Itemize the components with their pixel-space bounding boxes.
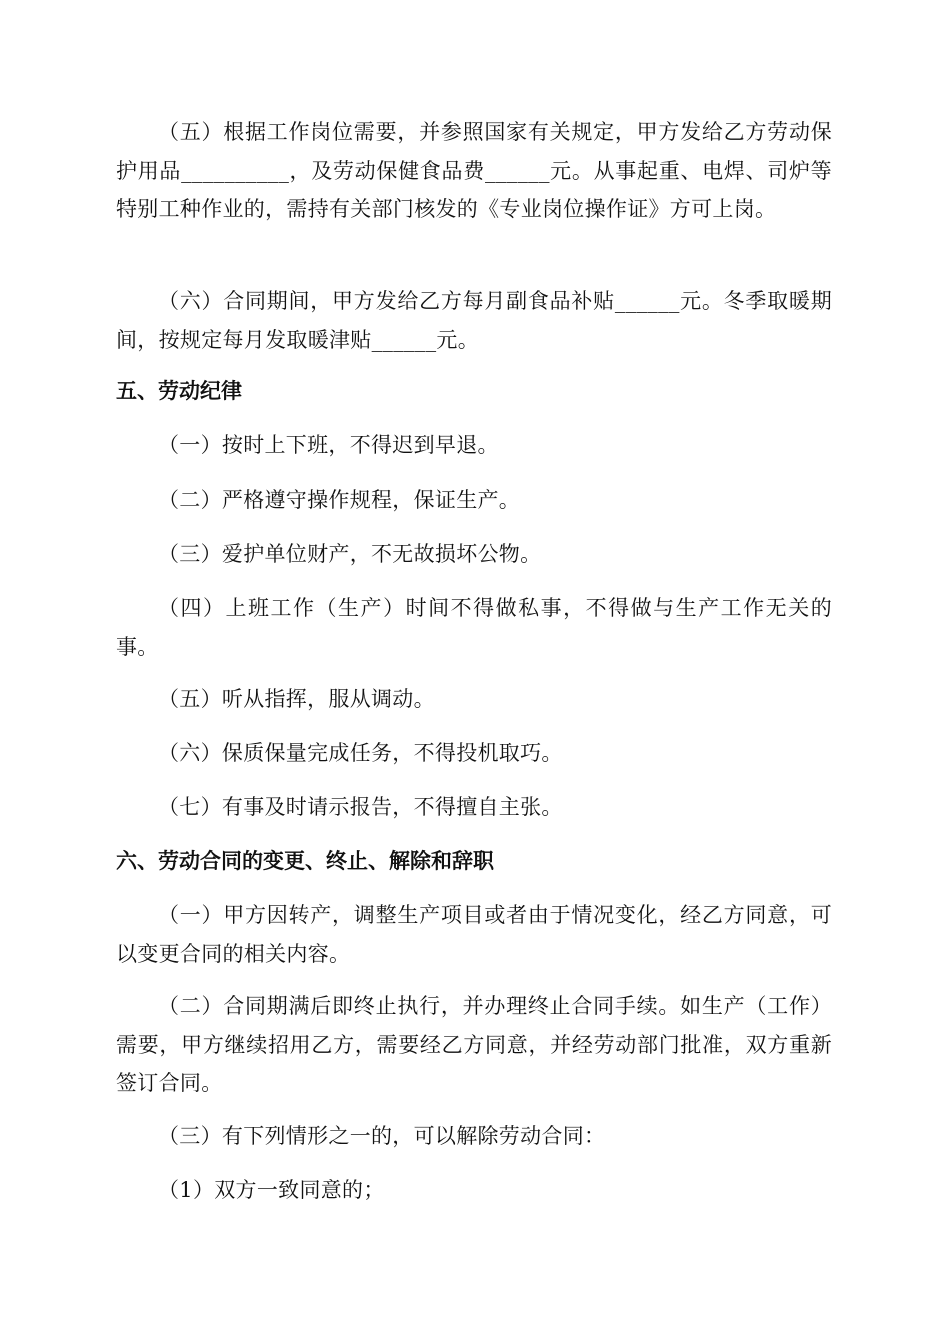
- discipline-item-7: （七）有事及时请示报告，不得擅自主张。: [158, 795, 563, 819]
- discipline-item-5: （五）听从指挥，服从调动。: [158, 687, 435, 711]
- discipline-item-3: （三）爱护单位财产，不无故损坏公物。: [158, 542, 542, 566]
- section-heading-contract-change: 六、劳动合同的变更、终止、解除和辞职: [116, 849, 494, 873]
- contract-item-1: （一）甲方因转产，调整生产项目或者由于情况变化，经乙方同意，可以变更合同的相关内容。: [116, 903, 832, 966]
- discipline-item-1: （一）按时上下班，不得迟到早退。: [158, 433, 499, 457]
- discipline-item-2: （二）严格遵守操作规程，保证生产。: [158, 488, 521, 512]
- contract-item-2: （二）合同期满后即终止执行，并办理终止合同手续。如生产（工作）需要，甲方继续招用乙方，需要经乙方同意，并经劳动部门批准，双方重新签订合同。: [116, 994, 832, 1095]
- clause-5-labor-protection: （五）根据工作岗位需要，并参照国家有关规定，甲方发给乙方劳动保护用品__________，及劳动保健食品费______元。从事起重、电焊、司炉等特别工种作业的，需持有关部门核发的《专业岗位操作证》方可上岗。: [116, 120, 832, 221]
- clause-6-subsidy: （六）合同期间，甲方发给乙方每月副食品补贴______元。冬季取暖期间，按规定每月发取暖津贴______元。: [116, 289, 832, 352]
- discipline-item-6: （六）保质保量完成任务，不得投机取巧。: [158, 741, 563, 765]
- contract-item-3-sub-1: （1）双方一致同意的；: [158, 1178, 385, 1202]
- contract-item-3: （三）有下列情形之一的，可以解除劳动合同：: [158, 1124, 606, 1148]
- discipline-item-4: （四）上班工作（生产）时间不得做私事，不得做与生产工作无关的事。: [116, 596, 832, 659]
- section-heading-labor-discipline: 五、劳动纪律: [116, 379, 242, 403]
